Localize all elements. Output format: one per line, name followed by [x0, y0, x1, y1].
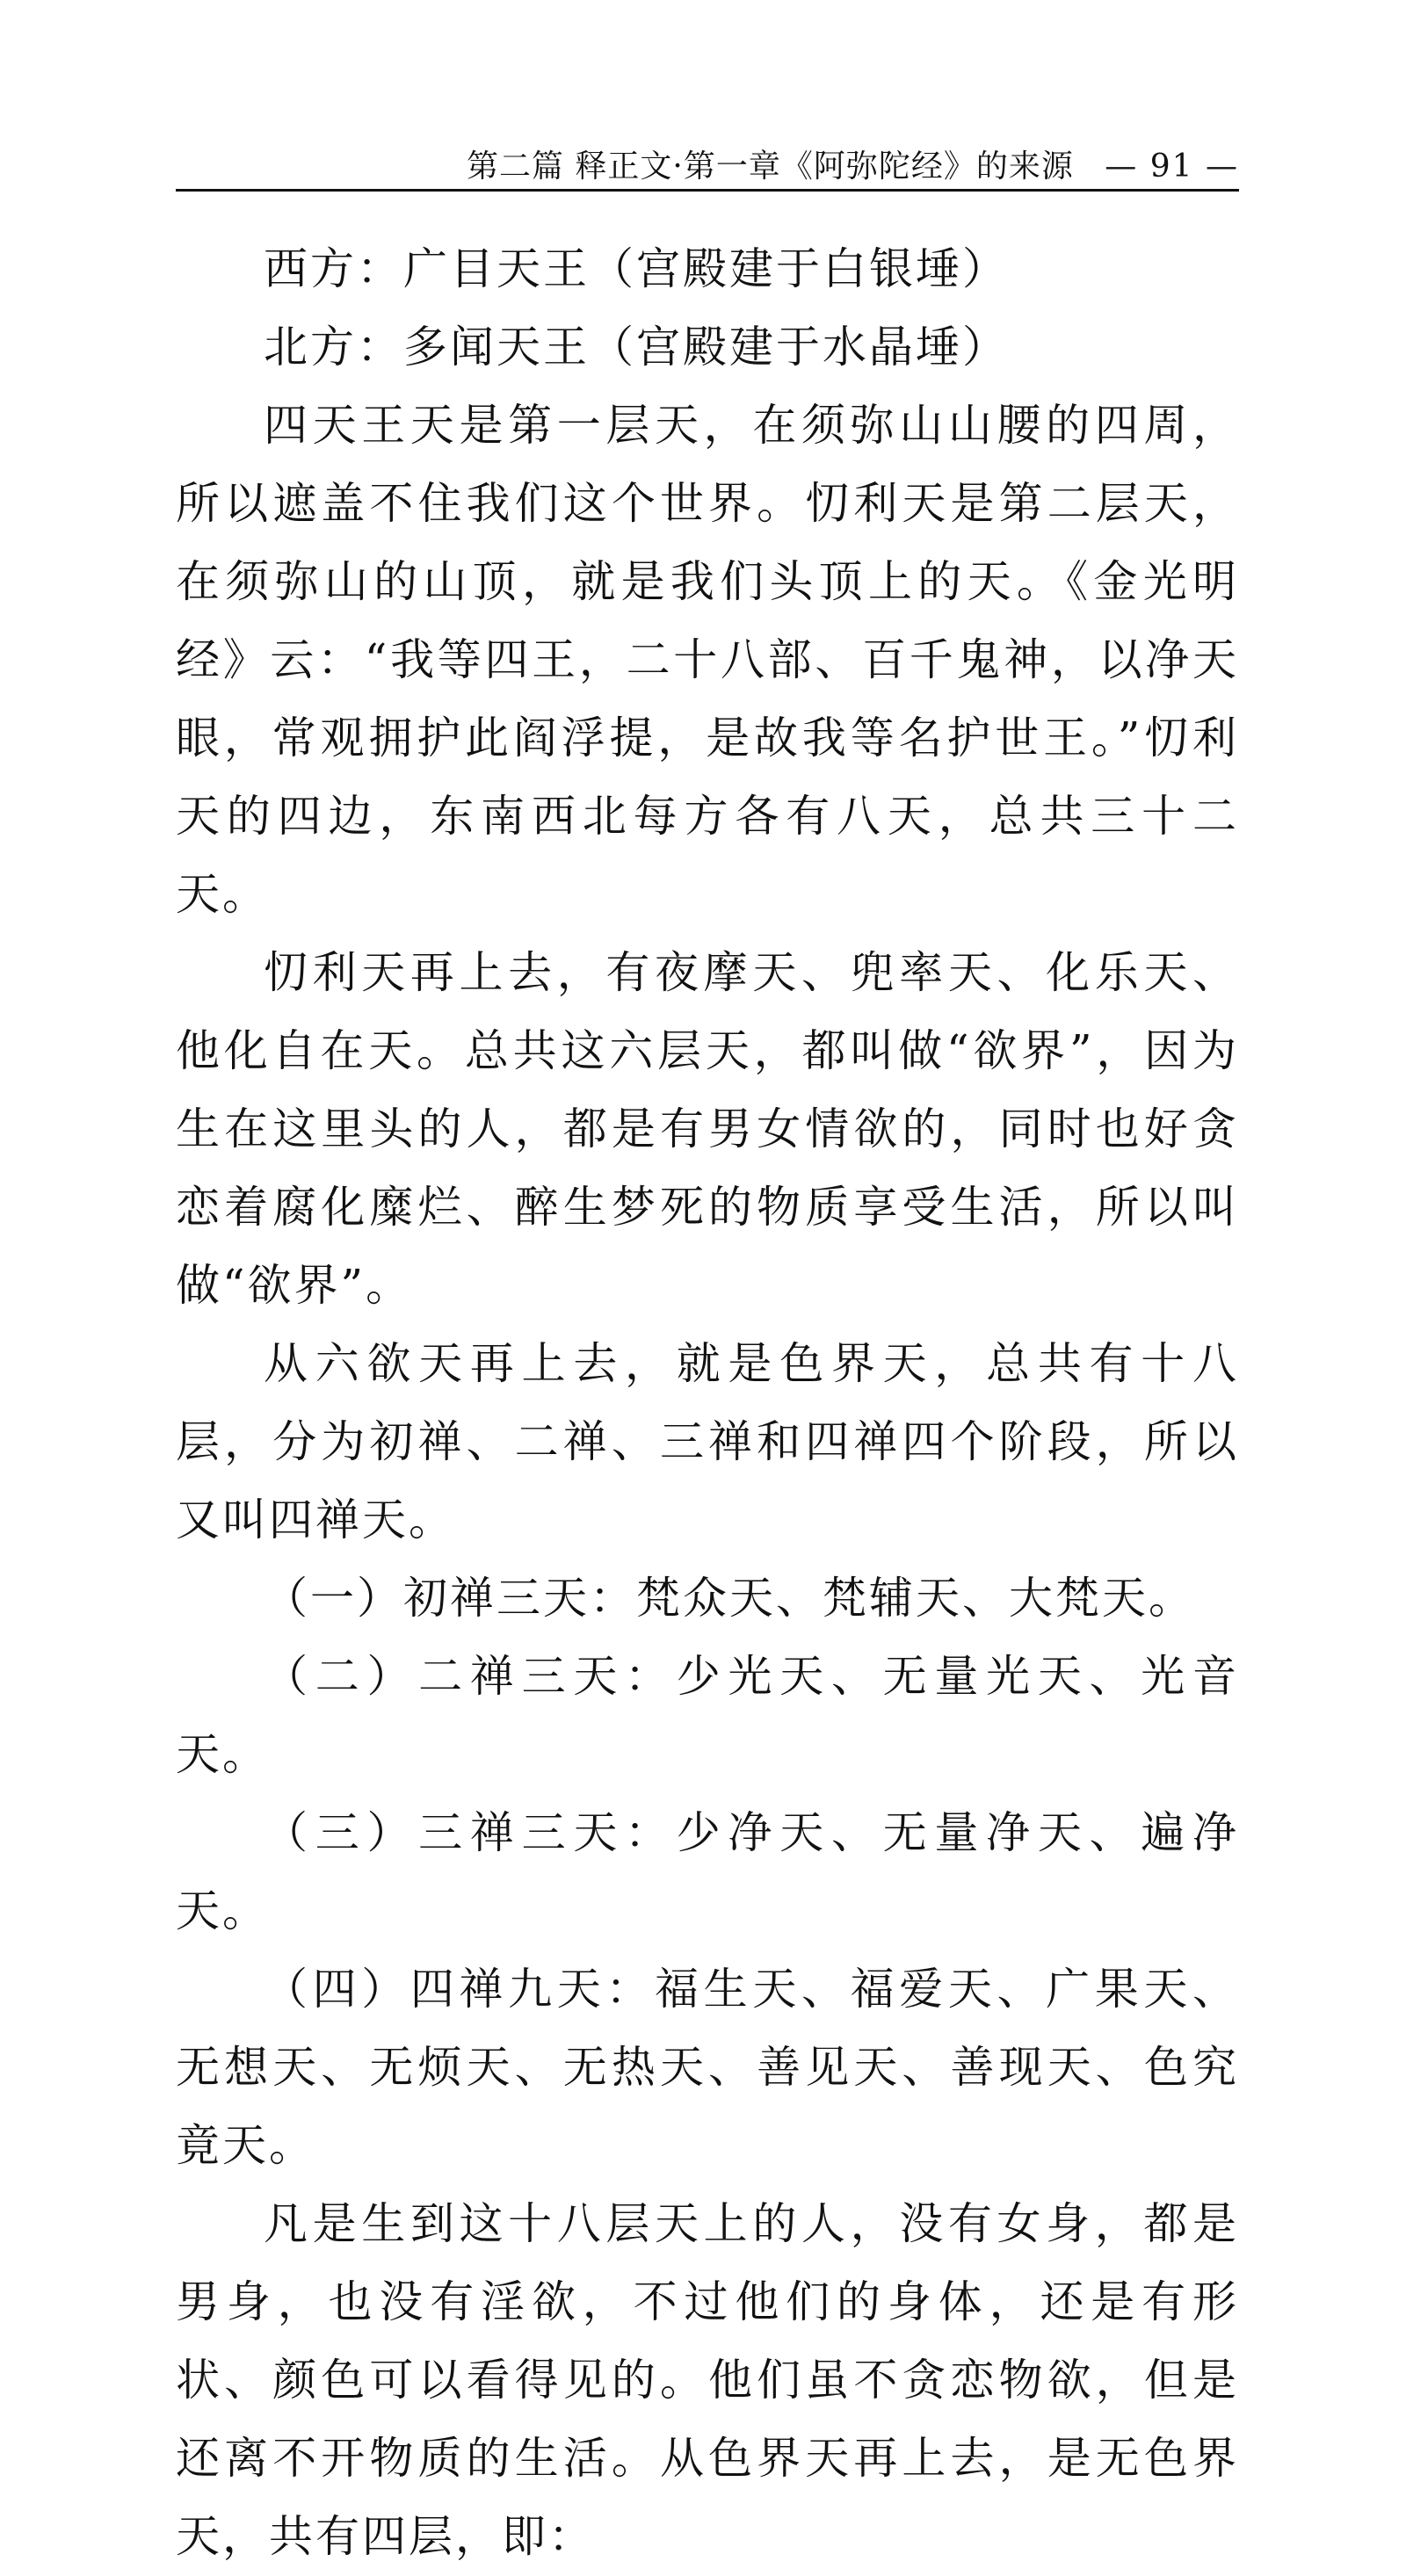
- paragraph-formless-realm: 凡是生到这十八层天上的人，没有女身，都是男身，也没有淫欲，不过他们的身体，还是有形状、颜色可以看得见的。他们虽不贪恋物欲，但是还离不开物质的生活。从色界天再上去，是无色界天，共有四层，即：: [176, 2198, 1239, 2562]
- page-number: — 91 —: [1105, 148, 1239, 185]
- paragraph-second-dhyana: （二）二禅三天：少光天、无量光天、光音天。: [176, 1651, 1239, 1780]
- running-head: [176, 145, 1239, 192]
- paragraph-fourth-dhyana: （四）四禅九天：福生天、福爱天、广果天、无想天、无烦天、无热天、善见天、善现天、色究竟天。: [176, 1964, 1239, 2171]
- paragraph-first-dhyana: （一）初禅三天：梵众天、梵辅天、大梵天。: [264, 1573, 1195, 1624]
- paragraph-west-king: 西方：广目天王（宫殿建于白银埵）: [264, 243, 1009, 294]
- paragraph-third-dhyana: （三）三禅三天：少净天、无量净天、遍净天。: [176, 1807, 1239, 1936]
- paragraph-desire-realm: 忉利天再上去，有夜摩天、兜率天、化乐天、他化自在天。总共这六层天，都叫做“欲界”，因为生在这里头的人，都是有男女情欲的，同时也好贪恋着腐化糜烂、醉生梦死的物质享受生活，所以叫做“欲界”。: [176, 947, 1239, 1311]
- paragraph-north-king: 北方：多闻天王（宫殿建于水晶埵）: [264, 322, 1009, 373]
- paragraph-four-kings-heaven: 四天王天是第一层天，在须弥山山腰的四周，所以遮盖不住我们这个世界。忉利天是第二层天，在须弥山的山顶，就是我们头顶上的天。《金光明经》云：“我等四王，二十八部、百千鬼神，以净天眼，常观拥护此阎浮提，是故我等名护世王。”忉利天的四边，东南西北每方各有八天，总共三十二天。: [176, 400, 1239, 920]
- body-text: [176, 230, 1239, 2576]
- running-head-title: 第二篇 释正文·第一章《阿弥陀经》的来源: [466, 148, 1074, 185]
- paragraph-form-realm: 从六欲天再上去，就是色界天，总共有十八层，分为初禅、二禅、三禅和四禅四个阶段，所以又叫四禅天。: [176, 1338, 1239, 1545]
